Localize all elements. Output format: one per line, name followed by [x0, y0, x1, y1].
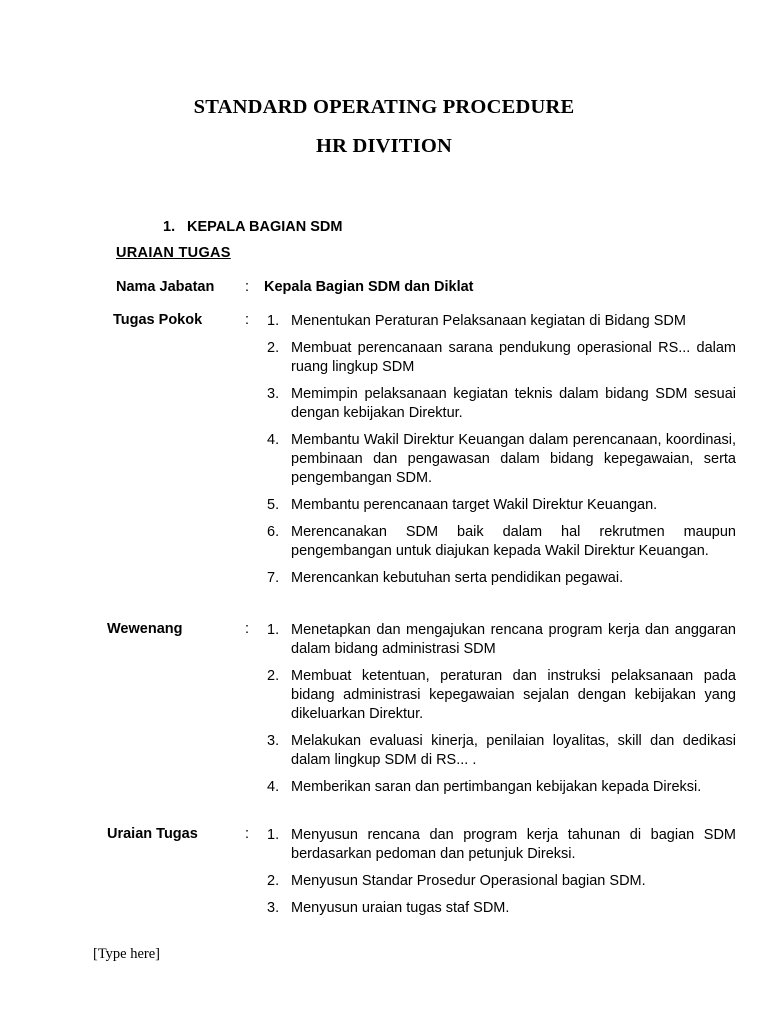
- list-item: [267, 312, 736, 331]
- list-item: [267, 431, 736, 488]
- list-item-number: 1.: [267, 827, 280, 843]
- colon-separator: :: [245, 621, 250, 637]
- list-item-number: 2.: [267, 340, 280, 356]
- list-item-number: 4.: [267, 779, 280, 795]
- footer-placeholder: [Type here]: [93, 946, 161, 962]
- document-title: STANDARD OPERATING PROCEDURE: [193, 96, 575, 118]
- document-subtitle: HR DIVITION: [315, 135, 453, 157]
- colon-separator: :: [245, 826, 250, 842]
- list-item-text: Menentukan Peraturan Pelaksanaan kegiatan di Bidang SDM: [291, 313, 686, 329]
- list-item-number: 3.: [267, 386, 280, 402]
- tugas-pokok-list: [267, 312, 736, 596]
- list-item-text: Menyusun uraian tugas staf SDM.: [291, 900, 510, 916]
- list-item: [267, 826, 736, 864]
- list-item: [267, 872, 736, 891]
- list-item: [267, 385, 736, 423]
- list-item-number: 2.: [267, 668, 280, 684]
- list-item: [267, 899, 736, 918]
- list-item-number: 3.: [267, 733, 280, 749]
- wewenang-list: [267, 621, 736, 805]
- section-heading: [163, 219, 342, 235]
- colon-separator: :: [245, 279, 250, 295]
- uraian-tugas-heading: URAIAN TUGAS: [116, 245, 231, 261]
- list-item: [267, 667, 736, 724]
- list-item-text: Melakukan evaluasi kinerja, penilaian loyalitas, skill dan dedikasi dalam lingkup SDM di RS... .: [291, 733, 736, 768]
- list-item: [267, 339, 736, 377]
- list-item-text: Membantu perencanaan target Wakil Direktur Keuangan.: [291, 497, 658, 513]
- list-item-text: Menyusun Standar Prosedur Operasional bagian SDM.: [291, 873, 646, 889]
- list-item-text: Memberikan saran dan pertimbangan kebijakan kepada Direksi.: [291, 779, 702, 795]
- list-item-number: 1.: [267, 622, 280, 638]
- list-item: [267, 496, 736, 515]
- wewenang-label: Wewenang: [107, 621, 183, 637]
- list-item: [267, 778, 736, 797]
- list-item-text: Merencanakan SDM baik dalam hal rekrutmen maupun pengembangan untuk diajukan kepada Wakil Direktur Keuangan.: [291, 524, 736, 559]
- list-item: [267, 523, 736, 561]
- list-item-number: 3.: [267, 900, 280, 916]
- list-item-number: 7.: [267, 570, 280, 586]
- list-item-number: 4.: [267, 432, 280, 448]
- list-item-text: Memimpin pelaksanaan kegiatan teknis dalam bidang SDM sesuai dengan kebijakan Direktur.: [291, 386, 736, 421]
- list-item-number: 2.: [267, 873, 280, 889]
- list-item: [267, 732, 736, 770]
- uraian-tugas-label: Uraian Tugas: [107, 826, 198, 842]
- list-item-text: Membantu Wakil Direktur Keuangan dalam perencanaan, koordinasi, pembinaan dan pengawasan dalam bidang kepegawaian, serta pengembangan SDM.: [291, 432, 736, 486]
- list-item-text: Merencankan kebutuhan serta pendidikan pegawai.: [291, 570, 624, 586]
- list-item: [267, 569, 736, 588]
- list-item-text: Menyusun rencana dan program kerja tahunan di bagian SDM berdasarkan pedoman dan petunjuk Direksi.: [291, 827, 736, 862]
- list-item-number: 1.: [267, 313, 280, 329]
- section-title: KEPALA BAGIAN SDM: [187, 219, 343, 235]
- list-item-text: Menetapkan dan mengajukan rencana program kerja dan anggaran dalam bidang administrasi SDM: [291, 622, 736, 657]
- tugas-pokok-label: Tugas Pokok: [113, 312, 203, 328]
- nama-jabatan-value: Kepala Bagian SDM dan Diklat: [264, 279, 474, 295]
- uraian-tugas-list: [267, 826, 736, 926]
- colon-separator: :: [245, 312, 250, 328]
- nama-jabatan-label: Nama Jabatan: [116, 279, 215, 295]
- list-item: [267, 621, 736, 659]
- list-item-text: Membuat ketentuan, peraturan dan instruksi pelaksanaan pada bidang administrasi kepegawaian sejalan dengan kebijakan yang dikeluarkan Direktur.: [291, 668, 736, 722]
- section-number: 1.: [163, 219, 176, 235]
- list-item-number: 5.: [267, 497, 280, 513]
- list-item-text: Membuat perencanaan sarana pendukung operasional RS... dalam ruang lingkup SDM: [291, 340, 736, 375]
- list-item-number: 6.: [267, 524, 280, 540]
